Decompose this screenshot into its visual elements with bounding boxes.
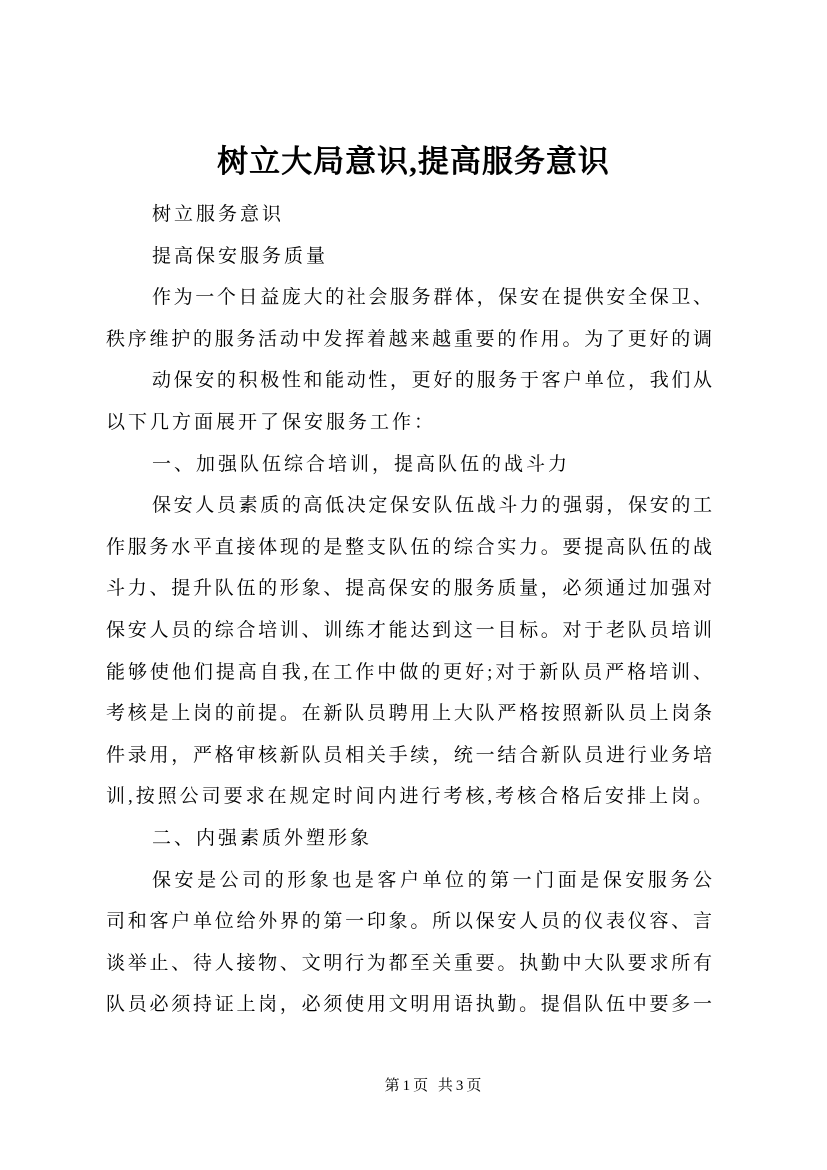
text-line: 二、内强素质外塑形象: [152, 827, 373, 849]
text-line: 作服务水平直接体现的是整支队伍的综合实力。要提高队伍的战: [106, 536, 712, 558]
text-line: 司和客户单位给外界的第一印象。所以保安人员的仪表仪容、言: [106, 911, 712, 933]
text-line: 动保安的积极性和能动性，更好的服务于客户单位，我们从: [152, 370, 712, 392]
text-line: 树立服务意识: [152, 204, 285, 225]
text-line: 件录用，严格审核新队员相关手续，统一结合新队员进行业务培: [106, 744, 712, 766]
text-line: 保安人员素质的高低决定保安队伍战斗力的强弱，保安的工: [152, 495, 712, 517]
text-line: 谈举止、待人接物、文明行为都至关重要。执勤中大队要求所有: [106, 952, 712, 974]
text-line: 能够使他们提高自我,在工作中做的更好;对于新队员严格培训、: [106, 661, 712, 683]
text-line: 一、加强队伍综合培训，提高队伍的战斗力: [152, 453, 571, 475]
text-line: 训,按照公司要求在规定时间内进行考核,考核合格后安排上岗。: [106, 786, 712, 808]
text-line: 作为一个日益庞大的社会服务群体，保安在提供安全保卫、: [152, 287, 712, 309]
text-line: 斗力、提升队伍的形象、提高保安的服务质量，必须通过加强对: [106, 578, 712, 600]
text-line: 秩序维护的服务活动中发挥着越来越重要的作用。为了更好的调: [106, 328, 712, 350]
text-line: 以下几方面展开了保安服务工作：: [106, 411, 437, 433]
text-line: 保安人员的综合培训、训练才能达到这一目标。对于老队员培训: [106, 619, 712, 641]
text-line: 保安是公司的形象也是客户单位的第一门面是保安服务公: [152, 869, 712, 891]
text-line: 考核是上岗的前提。在新队员聘用上大队严格按照新队员上岗条: [106, 703, 712, 725]
document-title: 树立大局意识,提高服务意识: [217, 144, 610, 179]
text-line: 提高保安服务质量: [152, 245, 329, 267]
document-body: [106, 194, 712, 1026]
text-line: 队员必须持证上岗，必须使用文明用语执勤。提倡队伍中要多一: [106, 994, 712, 1016]
page-number-footer: 第1页 共3页: [384, 1078, 485, 1094]
